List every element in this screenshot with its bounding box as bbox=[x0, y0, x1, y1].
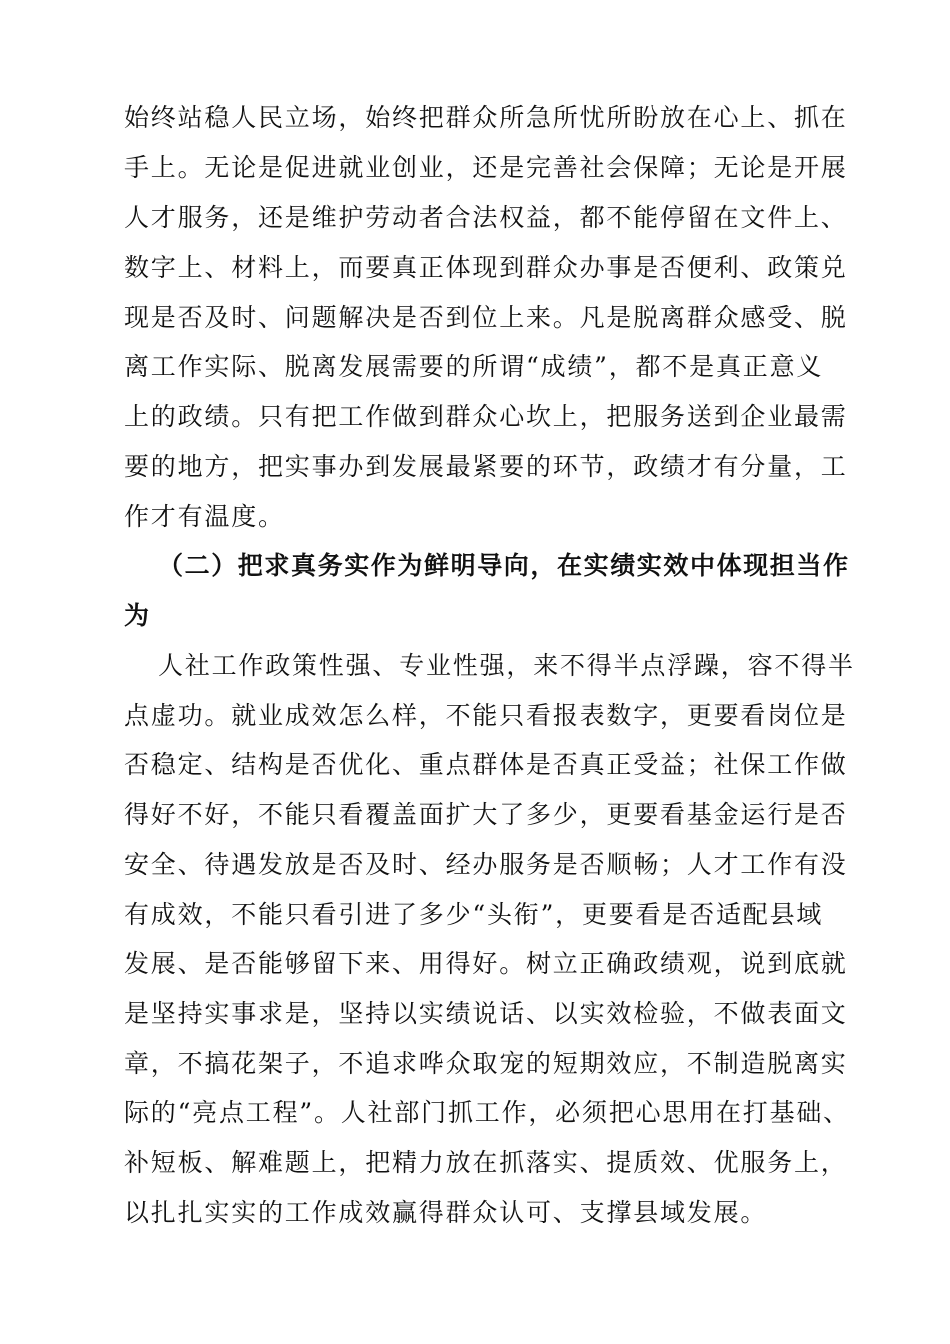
paragraph-2-line-10: 际的“亮点工程”。人社部门抓工作，必须把心思用在打基础、 bbox=[124, 1098, 850, 1127]
paragraph-1-line-4: 数字上、材料上，而要真正体现到群众办事是否便利、政策兑 bbox=[124, 253, 848, 282]
paragraph-2-line-1: 人社工作政策性强、专业性强，来不得半点浮躁，容不得半 bbox=[158, 651, 855, 680]
paragraph-2-line-5: 安全、待遇发放是否及时、经办服务是否顺畅；人才工作有没 bbox=[124, 850, 848, 879]
paragraph-1-line-5: 现是否及时、问题解决是否到位上来。凡是脱离群众感受、脱 bbox=[124, 303, 848, 332]
paragraph-2-line-8: 是坚持实事求是，坚持以实绩说话、以实效检验，不做表面文 bbox=[124, 999, 848, 1028]
paragraph-1-line-6: 离工作实际、脱离发展需要的所谓“成绩”，都不是真正意义 bbox=[124, 352, 824, 381]
paragraph-2-line-4: 得好不好，不能只看覆盖面扩大了多少，更要看基金运行是否 bbox=[124, 800, 848, 829]
paragraph-2-line-7: 发展、是否能够留下来、用得好。树立正确政绩观，说到底就 bbox=[124, 949, 848, 978]
section-heading-line-1: （二）把求真务实作为鲜明导向，在实绩实效中体现担当作 bbox=[158, 551, 850, 580]
paragraph-1-line-2: 手上。无论是促进就业创业，还是完善社会保障；无论是开展 bbox=[124, 153, 848, 182]
paragraph-1-line-1: 始终站稳人民立场，始终把群众所急所忧所盼放在心上、抓在 bbox=[124, 103, 848, 132]
section-heading-line-2: 为 bbox=[124, 601, 151, 630]
paragraph-1-line-9: 作才有温度。 bbox=[124, 502, 285, 531]
paragraph-2-line-12: 以扎扎实实的工作成效赢得群众认可、支撑县域发展。 bbox=[124, 1198, 768, 1227]
paragraph-2-line-9: 章，不搞花架子，不追求哗众取宠的短期效应，不制造脱离实 bbox=[124, 1049, 848, 1078]
paragraph-2-line-3: 否稳定、结构是否优化、重点群体是否真正受益；社保工作做 bbox=[124, 750, 848, 779]
paragraph-1-line-7: 上的政绩。只有把工作做到群众心坎上，把服务送到企业最需 bbox=[124, 402, 848, 431]
paragraph-2-line-11: 补短板、解难题上，把精力放在抓落实、提质效、优服务上， bbox=[124, 1148, 848, 1177]
paragraph-1-line-8: 要的地方，把实事办到发展最紧要的环节，政绩才有分量，工 bbox=[124, 452, 848, 481]
paragraph-2-line-6: 有成效，不能只看引进了多少“头衔”，更要看是否适配县域 bbox=[124, 900, 824, 929]
paragraph-1-line-3: 人才服务，还是维护劳动者合法权益，都不能停留在文件上、 bbox=[124, 203, 848, 232]
paragraph-2-line-2: 点虚功。就业成效怎么样，不能只看报表数字，更要看岗位是 bbox=[124, 701, 848, 730]
